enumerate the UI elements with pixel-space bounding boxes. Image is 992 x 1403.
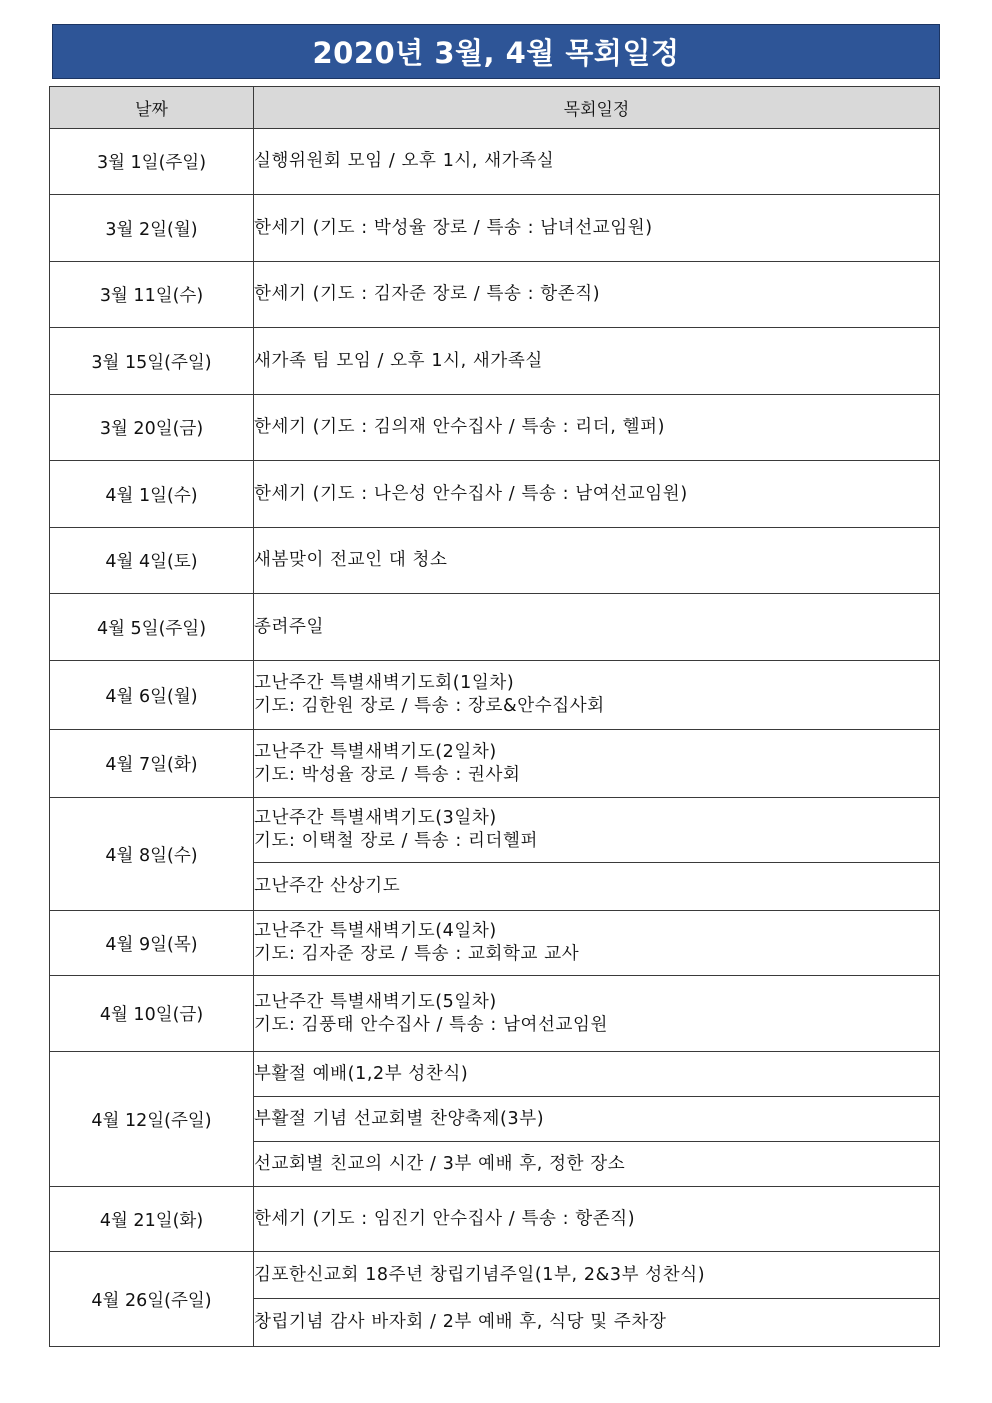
date-cell: 4월 8일(수) [50, 798, 254, 911]
table-row [50, 1187, 940, 1252]
event-cell [254, 1187, 940, 1252]
table-row [50, 1252, 940, 1299]
table-row [50, 730, 940, 798]
table-row [50, 528, 940, 594]
table-row [50, 262, 940, 328]
table-row [50, 911, 940, 976]
table-row [50, 594, 940, 661]
event-cell [254, 1052, 940, 1097]
event-line: 실행위원회 모임 / 오후 1시, 새가족실 [254, 151, 555, 171]
event-line: 고난주간 특별새벽기도(4일차) [254, 921, 497, 941]
date-cell: 4월 1일(수) [50, 461, 254, 528]
date-cell: 4월 4일(토) [50, 528, 254, 594]
event-cell [254, 328, 940, 395]
event-line: 새봄맞이 전교인 대 청소 [254, 550, 448, 570]
table-row [50, 395, 940, 461]
event-cell [254, 195, 940, 262]
date-cell: 4월 6일(월) [50, 661, 254, 730]
event-line: 한세기 (기도 : 김자준 장로 / 특송 : 항존직) [254, 284, 601, 304]
event-cell [254, 730, 940, 798]
date-cell: 4월 10일(금) [50, 976, 254, 1052]
event-cell [254, 976, 940, 1052]
event-cell [254, 129, 940, 195]
date-cell: 4월 21일(화) [50, 1187, 254, 1252]
event-line: 한세기 (기도 : 김의재 안수집사 / 특송 : 리더, 헬퍼) [254, 417, 666, 437]
event-line: 기도: 박성율 장로 / 특송 : 권사회 [254, 764, 521, 785]
event-cell [254, 1142, 940, 1187]
event-line: 기도: 이택철 장로 / 특송 : 리더헬퍼 [254, 831, 539, 851]
event-cell [254, 911, 940, 976]
table-row [50, 798, 940, 863]
date-cell: 3월 11일(수) [50, 262, 254, 328]
date-cell: 3월 20일(금) [50, 395, 254, 461]
table-header-row [50, 87, 940, 129]
page-title: 2020년 3월, 4월 목회일정 [312, 36, 680, 70]
event-cell [254, 1299, 940, 1347]
event-cell [254, 798, 940, 863]
event-line: 기도: 김한원 장로 / 특송 : 장로&안수집사회 [254, 696, 605, 716]
event-cell [254, 395, 940, 461]
event-line: 한세기 (기도 : 박성율 장로 / 특송 : 남녀선교임원) [254, 217, 653, 238]
schedule-column-header: 목회일정 [254, 87, 940, 129]
event-line: 고난주간 산상기도 [254, 876, 401, 896]
event-cell [254, 661, 940, 730]
date-cell: 4월 7일(화) [50, 730, 254, 798]
date-cell: 4월 5일(주일) [50, 594, 254, 661]
event-line: 기도: 김자준 장로 / 특송 : 교회학교 교사 [254, 944, 580, 964]
event-line: 기도: 김풍태 안수집사 / 특송 : 남여선교임원 [254, 1014, 609, 1035]
date-cell: 4월 12일(주일) [50, 1052, 254, 1187]
date-cell: 3월 2일(월) [50, 195, 254, 262]
table-row [50, 328, 940, 395]
schedule-table [49, 86, 940, 1347]
event-cell [254, 1097, 940, 1142]
event-line: 고난주간 특별새벽기도(3일차) [254, 808, 497, 828]
event-line: 고난주간 특별새벽기도회(1일차) [254, 673, 515, 693]
date-cell: 4월 9일(목) [50, 911, 254, 976]
event-line: 한세기 (기도 : 나은성 안수집사 / 특송 : 남여선교임원) [254, 483, 688, 504]
event-cell [254, 594, 940, 661]
event-line: 새가족 팀 모임 / 오후 1시, 새가족실 [254, 350, 543, 371]
table-row [50, 195, 940, 262]
table-row [50, 661, 940, 730]
event-cell [254, 461, 940, 528]
date-column-header: 날짜 [50, 87, 254, 129]
date-cell: 3월 1일(주일) [50, 129, 254, 195]
event-cell [254, 1252, 940, 1299]
schedule-body [50, 129, 940, 1347]
event-line: 고난주간 특별새벽기도(5일차) [254, 991, 497, 1012]
event-cell [254, 863, 940, 911]
event-line: 종려주일 [254, 616, 325, 637]
event-line: 김포한신교회 18주년 창립기념주일(1부, 2&3부 성찬식) [254, 1264, 706, 1285]
table-row [50, 461, 940, 528]
table-row [50, 129, 940, 195]
title-banner [52, 24, 940, 79]
event-cell [254, 528, 940, 594]
table-row [50, 976, 940, 1052]
event-line: 부활절 기념 선교회별 찬양축제(3부) [254, 1108, 545, 1129]
date-cell: 4월 26일(주일) [50, 1252, 254, 1347]
date-cell: 3월 15일(주일) [50, 328, 254, 395]
event-cell [254, 262, 940, 328]
event-line: 한세기 (기도 : 임진기 안수집사 / 특송 : 항존직) [254, 1208, 636, 1229]
event-line: 부활절 예배(1,2부 성찬식) [254, 1063, 469, 1084]
event-line: 선교회별 친교의 시간 / 3부 예배 후, 정한 장소 [254, 1153, 626, 1174]
event-line: 고난주간 특별새벽기도(2일차) [254, 741, 497, 762]
event-line: 창립기념 감사 바자회 / 2부 예배 후, 식당 및 주차장 [254, 1312, 667, 1332]
table-row [50, 1052, 940, 1097]
